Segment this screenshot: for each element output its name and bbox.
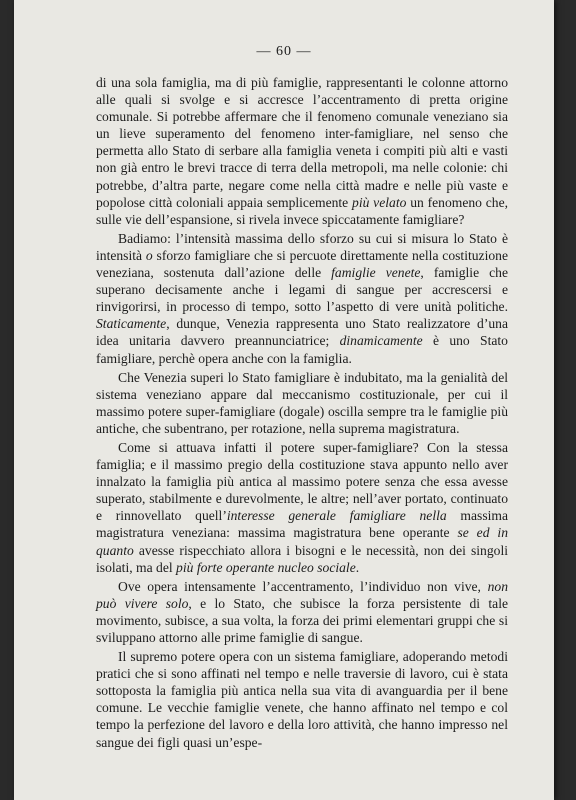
- italic-text: se ed in quanto: [96, 525, 508, 558]
- paragraph: [96, 578, 508, 646]
- page-number: — 60 —: [256, 44, 312, 59]
- text-run: di una sola famiglia, ma di più famiglie, rappresentanti le colonne attorno alle quali si svolge e si accresce l’accentramento di pretta origine comunale. Si potrebbe affermare che il fenomeno comunale veneziano sia un lieve superamento del fenomeno inter-famigliare, nel senso che permetta allo Stato di serbare alla famiglia veneta i compiti più alti e vasti non già entro le brevi tracce di terra della metropoli, ma nelle colonie: chi potrebbe, d’altra parte, negare come nella città madre e nelle più vaste e popolose città coloniali appaia semplicemente: [96, 75, 508, 210]
- text-run: massima magistratura veneziana: massima magistratura bene operante: [96, 508, 508, 541]
- text-run: Il supremo potere opera con un sistema famigliare, adoperando metodi pratici che si sono affinati nel tempo e nelle traversie di lavoro, cui è stata sottoposta la famiglia più antica nella sua vita di avanguardia per il bene comune. Le vecchie famiglie venete, che hanno affinato nel tempo e col tempo la perfezione del lavoro e della loro attività, che hanno impresso nel sangue dei figli quasi un’espe-: [96, 649, 508, 750]
- italic-text: dinamicamente: [339, 333, 423, 349]
- text-run: Badiamo: l’intensità massima dello sforzo su cui si misura lo Stato è intensità: [96, 230, 508, 263]
- italic-text: interesse generale famigliare nella: [226, 508, 447, 524]
- text-run: Ove opera intensamente l’accentramento, l’individuo non vive,: [118, 578, 488, 594]
- text-run: un fenomeno che, sulle vie dell’espansione, si rivela invece spiccatamente famigliare?: [96, 194, 508, 227]
- italic-text: più velato: [352, 194, 407, 210]
- text-run: Che Venezia superi lo Stato famigliare è indubitato, ma la genialità del sistema veneziano appare dal meccanismo costituzionale, per cui il massimo potere super-famigliare (dogale) oscilla sempre tra le famiglie più antiche, che subentrano, per rotazione, nella suprema magistratura.: [96, 369, 508, 436]
- text-run: sforzo famigliare che si percuote direttamente nella costituzione veneziana, sostenuta dall’azione delle: [96, 247, 508, 281]
- paragraph: [96, 74, 508, 228]
- text-run: .: [355, 559, 360, 575]
- text-run: , famiglie che superano decisamente anche i legami di sangue per accrescersi e rinvigorirsi, in processo di tempo, sotto l’aspetto di vere unità politiche.: [96, 265, 508, 315]
- text-run: avesse rispecchiato allora i bisogni e le necessità, non dei singoli isolati, ma del: [96, 542, 508, 575]
- italic-text: Staticamente: [96, 316, 167, 332]
- text-run: , e lo Stato, che subisce la forza persistente di tale movimento, subisce, a sua volta, la forza dei primi elementari gruppi che si sviluppano attorno alle prime famiglie di sangue.: [96, 595, 509, 645]
- paragraph: [96, 648, 508, 751]
- italic-text: famiglie venete: [331, 265, 421, 281]
- text-run: Come si attuava infatti il potere super-famigliare? Con la stessa famiglia; e il massimo pregio della costituzione stava appunto nello aver innalzato la famiglia più antica al massimo potere senza che essa avesse superato, stabilmente e durevolmente, le altre; nell’aver portato, continuato e rinnovellato quell’: [96, 439, 508, 524]
- body-text: [96, 74, 508, 753]
- italic-text: più forte operante nucleo sociale: [176, 559, 356, 575]
- italic-text: non può vivere solo: [96, 578, 508, 611]
- italic-text: o: [145, 247, 153, 263]
- paragraph: [96, 230, 508, 367]
- text-run: , dunque, Venezia rappresenta uno Stato realizzatore d’una idea unitaria davvero preannunciatrice;: [96, 316, 508, 349]
- paragraph: [96, 369, 508, 437]
- text-run: è uno Stato famigliare, perchè opera anche con la famiglia.: [96, 333, 508, 366]
- paragraph: [96, 439, 508, 576]
- book-page: [14, 0, 554, 800]
